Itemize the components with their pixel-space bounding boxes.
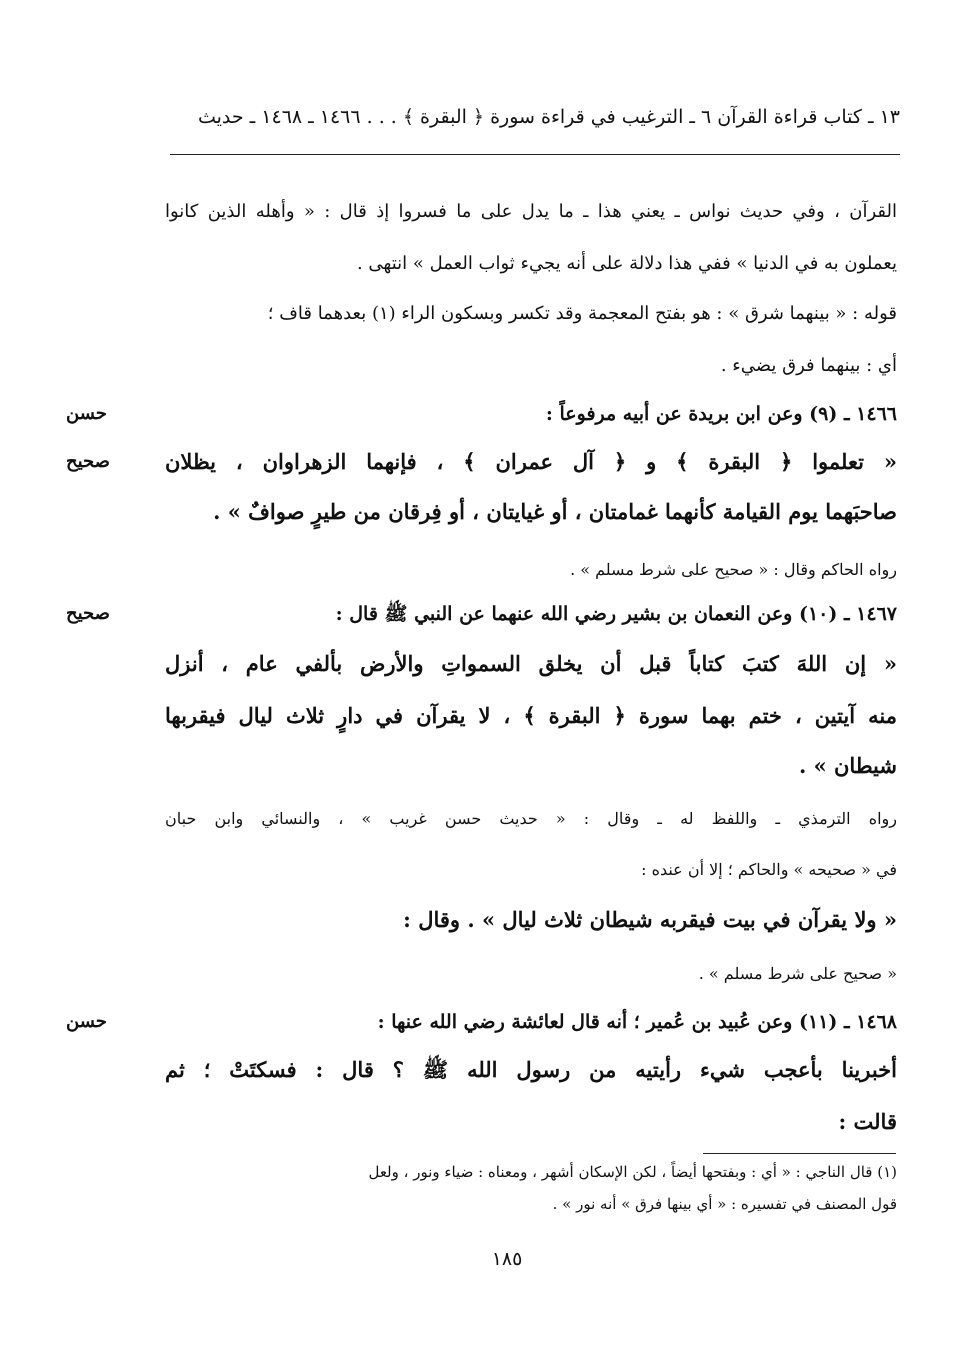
footnote-line-2: قول المصنف في تفسيره : « أي بينها فرق » أنه نور » . xyxy=(552,1195,897,1213)
hadith-1468-grade: حسن xyxy=(66,1011,107,1032)
footnote-line-1: (١) قال الناجي : « أي : وبفتحها أيضاً ، لكن الإسكان أشهر ، ومعناه : ضياء ونور ، ولعل xyxy=(368,1163,897,1181)
hadith-1467-intro: ١٤٦٧ ـ (١٠) وعن النعمان بن بشير رضي الله عنهما عن النبي ﷺ قال : xyxy=(335,603,897,625)
hadith-1466-text-1: « تعلموا ﴿ البقرة ﴾ و ﴿ آل عمران ﴾ ، فإنهما الزهراوان ، يظلان xyxy=(165,449,897,474)
footnote-rule xyxy=(703,1153,896,1154)
hadith-1468-text-2: قالت : xyxy=(838,1109,897,1134)
hadith-1467-text-1: « إن اللهَ كتبَ كتاباً قبل أن يخلق السمواتِ والأرض بألفي عام ، أنزل xyxy=(165,651,897,676)
hadith-1467-source-1: رواه الترمذي ـ واللفظ له ـ وقال : « حديث حسن غريب » ، والنسائي وابن حبان xyxy=(165,809,897,828)
hadith-1466-grade-2: صحيح xyxy=(66,451,110,472)
body-line-3 xyxy=(165,300,897,328)
body-line-2: يعملون به في الدنيا » ففي هذا دلالة على أنه يجيء ثواب العمل » انتهى . xyxy=(356,253,897,274)
hadith-1467-grade: صحيح xyxy=(66,603,110,624)
body-line-3-text: قوله : « بينهما شرق » : هو بفتح المعجمة وقد تكسر وبسكون الراء (١) بعدهما قاف ؛ xyxy=(267,303,897,324)
hadith-1468-intro: ١٤٦٨ ـ (١١) وعن عُبيد بن عُمير ؛ أنه قال لعائشة رضي الله عنها : xyxy=(377,1011,897,1033)
body-line-4: أي : بينهما فرق يضيء . xyxy=(720,355,897,376)
hadith-1466-grade-1: حسن xyxy=(66,403,107,424)
body-line-1: القرآن ، وفي حديث نواس ـ يعني هذا ـ ما يدل على ما فسروا إذ قال : « وأهله الذين كانوا xyxy=(165,201,897,222)
hadith-1467-text-3: شيطان » . xyxy=(798,753,897,778)
running-header: ١٣ ـ كتاب قراءة القرآن ٦ ـ الترغيب في قراءة سورة ﴿ البقرة ﴾ . . . ١٤٦٦ ـ ١٤٦٨ ـ حديث xyxy=(197,106,900,128)
page-number: ١٨٥ xyxy=(491,1248,523,1270)
hadith-1468-text-1: أخبرينا بأعجب شيء رأيتيه من رسول الله ﷺ ؟ قال : فسكتَتْ ؛ ثم xyxy=(165,1057,897,1082)
hadith-1467-verdict: « صحيح على شرط مسلم » . xyxy=(698,964,897,983)
hadith-1466-text-2: صاحبَهما يوم القيامة كأنهما غمامتان ، أو غيايتان ، أو فِرقان من طيرٍ صوافٌ » . xyxy=(213,499,897,524)
hadith-1466-source: رواه الحاكم وقال : « صحيح على شرط مسلم » . xyxy=(570,560,897,579)
header-rule xyxy=(170,154,900,155)
hadith-1467-text-2: منه آيتين ، ختم بهما سورة ﴿ البقرة ﴾ ، لا يقرآن في دارٍ ثلاث ليال فيقربها xyxy=(165,703,897,728)
hadith-1467-variant: « ولا يقرآن في بيت فيقربه شيطان ثلاث ليال » . وقال : xyxy=(403,907,897,932)
hadith-1466-intro: ١٤٦٦ ـ (٩) وعن ابن بريدة عن أبيه مرفوعاً : xyxy=(545,403,897,425)
hadith-1467-source-2: في « صحيحه » والحاكم ؛ إلا أن عنده : xyxy=(641,860,897,879)
